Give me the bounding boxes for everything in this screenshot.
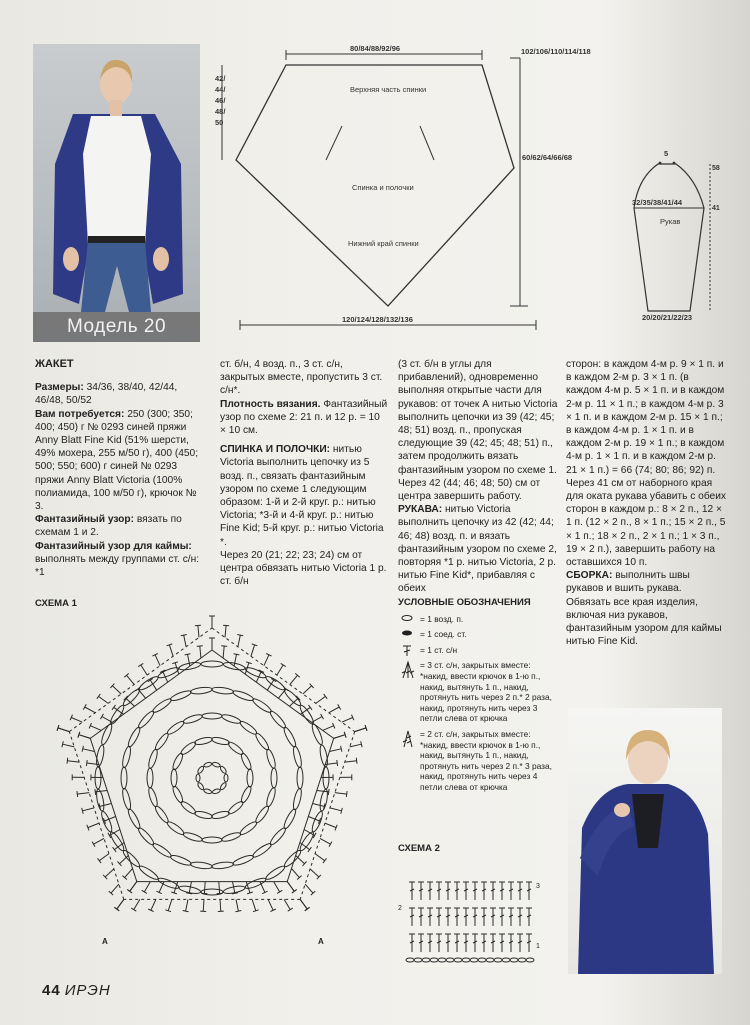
chart-stitch: [265, 748, 277, 769]
chart-stitch: [122, 688, 142, 708]
chart-stitch: [171, 785, 184, 804]
model-photo: [33, 44, 200, 342]
chart-stitch: [126, 726, 142, 748]
chart-stitch: [88, 823, 99, 828]
chart-stitch: [77, 793, 89, 795]
schema2-title: СХЕМА 2: [398, 843, 440, 854]
chart-stitch: [190, 686, 213, 695]
chart-stitch: [95, 789, 96, 795]
label-upper-back: Верхняя часть спинки: [350, 85, 427, 94]
needed-value: 250 (300; 350; 400; 450) г № 0293 синей пряжи Anny Blatt Fine Kid (51% шерсти, 49% мохера, 255 м/50 г), 400 (450; 500; 550; 600) г синей № 0293 пряжи Anny Blatt Victoria (100% полиамида, 100 м/50 г), крючок № 3.: [35, 408, 199, 513]
chart-stitch: [99, 696, 109, 703]
chart-stitch: [296, 856, 305, 864]
chart-stitch: [323, 767, 329, 789]
chart-stitch: [235, 911, 241, 912]
chart-stitch: [277, 890, 282, 893]
chart-stitch: [92, 842, 95, 847]
chart-stitch: [221, 646, 227, 647]
text-column-3: [398, 358, 558, 596]
legend-item: = 1 возд. п.: [398, 614, 558, 625]
chart-stitch: [223, 625, 229, 626]
row-num-2: 2: [398, 905, 402, 912]
text-column-4: [566, 358, 726, 648]
needed-label: Вам потребуется:: [35, 408, 125, 420]
chart-stitch: [329, 707, 340, 713]
legend-item: = 2 ст. с/н, закрытых вместе: *накид, ввести крючок в 1-ю п., накид, вытянуть 1 п., накид, протянуть нить через 2 п.* 3 раза, накид, протянуть нить через 4 петли слева от крючка: [398, 729, 558, 793]
chart-stitch: [147, 748, 159, 769]
chart-stitch: [292, 746, 303, 769]
chart-stitch: [203, 788, 212, 794]
edge-value: выполнять между группами ст. с/н: *1: [35, 553, 200, 579]
top-width-label: 80/84/88/92/96: [350, 44, 401, 53]
schema1-title: СХЕМА 1: [35, 598, 77, 609]
chart-stitch: [137, 709, 156, 729]
chart-stitch: [308, 847, 312, 852]
chart-stitch: [237, 635, 243, 636]
chart-stitch: [201, 661, 223, 667]
chart-stitch: [244, 876, 267, 890]
back-value: нитью Victoria выполнить цепочку из 5 возд. п., связать фантазийным узором по схеме 1 следующим образом: 1-й и 2-й круг. р.: нитью Victoria; *3-й и 4-й круг. р.: нитью Fine Kid; 5-й круг. р.: нитью Victoria *.: [220, 444, 384, 548]
chart-stitch: [462, 958, 470, 962]
chart-stitch: [219, 782, 227, 791]
chart-stitch: [166, 820, 186, 837]
chart-stitch: [234, 654, 240, 655]
chart-stitch: [268, 899, 273, 910]
chart-stitch: [236, 899, 238, 911]
chart-stitch: [100, 804, 112, 807]
chart-stitch: [117, 899, 124, 909]
chart-stitch: [99, 854, 109, 861]
chart-stitch: [211, 686, 234, 695]
chart-stitch: [342, 718, 353, 723]
sleeve-right-top: 58: [712, 165, 720, 172]
chart-stitch: [282, 808, 298, 830]
chart-stitch: [82, 746, 83, 752]
chart-stitch: [297, 767, 303, 789]
chart-stitch: [203, 899, 204, 911]
chart-stitch: [438, 958, 446, 962]
chart-stitch: [211, 736, 230, 746]
legend-item: = 3 ст. с/н, закрытых вместе: *накид, ввести крючок в 1-ю п., накид, вытянуть 1 п., накид, протянуть нить через 2 п.* 2 раза, накид, протянуть нить через 3 петли слева от крючка: [398, 660, 558, 724]
chart-stitch: [67, 758, 68, 764]
chart-stitch: [232, 689, 255, 702]
chart-stitch: [190, 861, 213, 870]
chart-stitch: [355, 728, 366, 732]
chart-stitch: [284, 899, 290, 909]
chart-stitch: [414, 958, 422, 962]
chart-stitch: [182, 713, 203, 725]
chart-stitch: [221, 831, 242, 843]
chart-stitch: [224, 774, 228, 782]
chart-stitch: [430, 958, 438, 962]
col2-p3: Через 20 (21; 22; 23; 24) см от центра обвязать нитью Victoria 1 р. ст. б/н: [220, 549, 387, 588]
chart-stitch: [125, 869, 133, 878]
chart-stitch: [138, 663, 143, 666]
chart-stitch: [212, 762, 221, 768]
legend: [398, 598, 558, 793]
chart-stitch: [185, 654, 191, 655]
density-value: Фантазийный узор по схеме 2: 21 п. и 12 р. = 10 × 10 см.: [220, 398, 388, 437]
chart-stitch: [219, 765, 227, 774]
chart-stitch: [274, 882, 280, 892]
chart-stitch: [350, 744, 362, 747]
chart-stitch: [251, 842, 273, 859]
right-width-label: 102/106/110/114/118: [521, 47, 591, 56]
chart-stitch: [361, 741, 362, 747]
chart-stitch: [470, 958, 478, 962]
chart-stitch: [142, 890, 147, 893]
chart-stitch: [127, 675, 135, 684]
chart-stitch: [197, 646, 203, 647]
chart-stitch: [502, 958, 510, 962]
chart-stitch: [62, 741, 63, 747]
model-photo-2: [568, 708, 722, 974]
chart-stitch: [510, 958, 518, 962]
fancy-label: Фантазийный узор:: [35, 514, 135, 526]
chart-stitch: [220, 899, 221, 911]
chart-stitch: [184, 635, 186, 647]
chart-stitch: [232, 854, 255, 867]
chart-stitch: [194, 810, 213, 820]
double-crochet-icon: [400, 645, 414, 657]
left-height-3: 46/: [215, 96, 226, 105]
chart-stitch: [83, 808, 95, 811]
left-height-5: 50: [215, 118, 224, 127]
mark-a-left: A: [102, 937, 108, 946]
text-column-2: [220, 358, 388, 588]
chart-stitch: [338, 704, 341, 709]
chart-stitch: [157, 876, 180, 890]
chart-stitch: [204, 882, 205, 894]
chart-stitch: [292, 869, 300, 878]
magazine-brand: ИРЭН: [64, 982, 111, 999]
chart-stitch: [166, 719, 186, 736]
chart-stitch: [223, 646, 224, 658]
chart-stitch: [127, 890, 132, 894]
sleeve-bottom-width: 20/20/21/22/23: [642, 313, 693, 322]
chart-stitch: [268, 709, 287, 729]
assembly-label: СБОРКА:: [566, 570, 613, 582]
chart-stitch: [265, 787, 277, 808]
chart-stitch: [239, 719, 259, 736]
chart-stitch: [225, 626, 226, 638]
row-num-3: 3: [536, 883, 540, 890]
chart-stitch: [101, 714, 104, 719]
chart-stitch: [305, 907, 310, 911]
chart-stitch: [281, 663, 286, 666]
chart-stitch: [422, 958, 430, 962]
chart-stitch: [309, 705, 313, 710]
chart-stitch: [211, 861, 234, 870]
sleeve-right-mid: 41: [712, 205, 720, 212]
chart-stitch: [310, 810, 324, 833]
chart-stitch: [105, 817, 116, 822]
chart-stitch: [121, 746, 132, 769]
chart-stitch: [182, 831, 203, 843]
label-back-fronts: Спинка и полочки: [352, 183, 414, 192]
chart-stitch: [234, 654, 236, 666]
left-height-4: 48/: [215, 107, 226, 116]
chart-stitch: [137, 826, 156, 846]
chart-stitch: [151, 842, 173, 859]
chart-stitch: [94, 838, 105, 844]
chart-stitch: [324, 694, 328, 699]
density-label: Плотность вязания.: [220, 398, 321, 410]
chart-stitch: [144, 882, 150, 892]
chart-stitch: [130, 882, 137, 892]
chart-stitch: [147, 787, 159, 808]
chart-stitch: [100, 810, 114, 833]
chart-stitch: [169, 645, 173, 657]
chart-stitch: [181, 635, 187, 636]
chart-stitch: [90, 726, 101, 731]
chart-stitch: [446, 958, 454, 962]
chart-stitch: [238, 635, 240, 647]
chart-stitch: [168, 899, 172, 910]
chart-stitch: [271, 768, 277, 788]
chart-stitch: [310, 869, 319, 877]
chart-stitch: [151, 899, 156, 910]
chart-stitch: [288, 908, 293, 911]
chart-stitch: [345, 761, 357, 762]
chart-stitch: [254, 805, 271, 825]
sleeve-top: 5: [664, 149, 669, 158]
chart-stitch: [126, 808, 142, 830]
chart-stitch: [268, 826, 287, 846]
chart-stitch: [197, 765, 205, 774]
chart-stitch: [121, 767, 127, 789]
chart-stitch: [334, 735, 345, 739]
chart-stitch: [337, 760, 338, 766]
chart-stitch: [138, 864, 160, 881]
chart-stitch: [247, 769, 253, 787]
chart-stitch: [341, 746, 342, 752]
chart-stitch: [478, 958, 486, 962]
chart-stitch: [283, 688, 303, 708]
chart-stitch: [277, 665, 283, 675]
chart-stitch: [186, 899, 188, 911]
col3-p1: (3 ст. б/н в углы для прибавлений), одновременно выполняя открытые части для рукавов: от точек А нитью Victoria выполнить цепочки из 39 (42; 45; 48; 51) возд. п., пропуская следующие 39 (42; 45; 48; 51) п., затем продолжить вязать фантазийным узором по схеме 1.: [398, 359, 558, 476]
chart-stitch: [153, 732, 170, 752]
chart-stitch: [252, 899, 256, 910]
chart-stitch: [211, 810, 230, 820]
page-number: 44: [42, 982, 61, 999]
chart-stitch: [97, 694, 101, 699]
bottom-width-label: 120/124/128/132/136: [342, 315, 413, 324]
slip-stitch-icon: [400, 629, 414, 637]
chart-stitch: [486, 958, 494, 962]
label-lower-back: Нижний край спинки: [348, 239, 419, 248]
chart-stitch: [251, 697, 273, 714]
model-label: Модель 20: [33, 312, 200, 342]
chart-stitch: [183, 911, 189, 912]
chart-stitch: [85, 707, 96, 713]
legend-title: УСЛОВНЫЕ ОБОЗНАЧЕНИЯ: [398, 597, 531, 608]
chart-stitch: [151, 697, 173, 714]
chart-stitch: [58, 728, 69, 732]
chart-stitch: [86, 760, 87, 766]
left-height-1: 42/: [215, 74, 226, 83]
sleeve-upper-width: 32/35/38/41/44: [632, 198, 683, 207]
chart-stitch: [329, 842, 332, 847]
chart-stitch: [292, 890, 297, 894]
chart-stitch: [219, 882, 220, 894]
chart-stitch: [98, 858, 102, 863]
chart-stitch: [321, 714, 324, 719]
text-column-1: [35, 358, 203, 579]
chart-stitch: [221, 713, 242, 725]
col4-p1: сторон: в каждом 4-м р. 9 × 1 п. и в каждом 2-м р. 3 × 1 п. (в каждом 4-м р. 5 × 1 п. и в каждом 2-м р. 11 × 1 п.; в каждом 4-м р. 3 × 1 п. и в каждом 2-м р. 15 × 1 п.; в каждом 4-м р. 1 × 1 п. и в каждом 2-м р. 19 × 1 п.; в каждом 4-м р. 1 × 1 п. и в каждом 2-м р. 21 × 1 п.) = 66 (74; 80; 86; 92) п.: [566, 359, 725, 476]
chart-stitch: [313, 804, 325, 807]
chart-stitch: [308, 817, 319, 822]
mark-a-right: A: [318, 937, 324, 946]
chart-stitch: [111, 884, 119, 893]
chart-stitch: [79, 735, 90, 739]
chart-stitch: [83, 704, 86, 709]
chart-stitch: [212, 788, 221, 794]
chart-stitch: [198, 626, 199, 638]
left-height-2: 44/: [215, 85, 226, 94]
chart-stitch: [406, 958, 414, 962]
fancy-value: вязать по схемам 1 и 2.: [35, 514, 182, 539]
chart-stitch: [105, 869, 114, 877]
crochet-chart-2: [394, 856, 554, 976]
article-title: ЖАКЕТ: [35, 358, 74, 370]
chart-stitch: [196, 774, 200, 782]
chart-stitch: [202, 837, 222, 843]
chart-stitch: [112, 686, 121, 694]
chart-stitch: [202, 713, 222, 719]
chart-stitch: [169, 854, 192, 867]
chart-stitch: [77, 791, 78, 797]
chart-stitch: [323, 726, 334, 731]
assembly-value: выполнить швы рукавов и вшить рукава. Обвязать все края изделия, включая низ рукавов, фантазийным узором для каймы нитью Fine Kid.: [566, 570, 722, 648]
chart-stitch: [194, 736, 213, 746]
row-num-1: 1: [536, 943, 540, 950]
chart-stitch: [169, 689, 192, 702]
chart-stitch: [292, 788, 303, 811]
chart-stitch: [200, 646, 201, 658]
sleeves-label: РУКАВА:: [398, 504, 443, 516]
legend-item: = 1 соед. ст.: [398, 629, 558, 640]
chart-stitch: [141, 665, 147, 675]
chart-stitch: [63, 744, 75, 747]
chart-stitch: [134, 899, 140, 909]
col3-p2: Через 42 (44; 46; 48; 50) см от центра завершить работу.: [398, 477, 541, 503]
chart-stitch: [264, 655, 269, 666]
chart-stitch: [203, 762, 212, 768]
pattern-schematic: [210, 40, 610, 330]
chart-stitch: [121, 788, 132, 811]
chart-stitch: [287, 882, 294, 892]
chart-stitch: [67, 761, 79, 762]
chain-stitch-icon: [400, 614, 414, 622]
chart-stitch: [526, 958, 534, 962]
chart-stitch: [346, 791, 347, 797]
sleeve-schematic: [616, 148, 728, 323]
three-dc-cluster-icon: [400, 660, 416, 680]
chart-stitch: [131, 908, 136, 911]
chart-stitch: [320, 838, 331, 844]
chart-stitch: [264, 864, 286, 881]
chart-stitch: [325, 823, 336, 828]
chart-stitch: [195, 625, 201, 626]
back-label: СПИНКА И ПОЛОЧКИ:: [220, 444, 331, 456]
chart-stitch: [330, 749, 342, 752]
chart-stitch: [303, 686, 312, 694]
crochet-chart-1: [30, 608, 395, 948]
chart-stitch: [251, 645, 255, 657]
chart-stitch: [254, 732, 271, 752]
chart-stitch: [330, 808, 342, 811]
edge-label: Фантазийный узор для каймы:: [35, 540, 192, 552]
sleeve-label: Рукав: [660, 217, 681, 226]
chart-stitch: [454, 958, 462, 962]
chart-stitch: [71, 718, 82, 723]
legend-item: = 1 ст. с/н: [398, 645, 558, 656]
chart-stitch: [290, 675, 298, 684]
chart-stitch: [335, 793, 347, 795]
sizes-label: Размеры:: [35, 382, 84, 394]
chart-stitch: [171, 769, 177, 787]
col2-p1: ст. б/н, 4 возд. п., 3 ст. с/н, закрытых вместе, пропустить 3 ст. с/н*.: [220, 359, 383, 397]
sizes-value: 34/36, 38/40, 42/44, 46/48, 50/52: [35, 382, 178, 407]
col4-p2: Через 41 см от наборного края для оката рукава убавить с обеих сторон в каждом р.: 8 × 2 п., 12 × 1 п. (12 × 2 п., 8 × 1 п.; 15 × 2 п., 5 × 1 п.; 18 × 2 п., 2 × 1 п.; 1 × 3 п., 19 × 2 п.), завершить работу на оставшихся 10 п.: [566, 477, 727, 569]
chart-stitch: [316, 696, 326, 703]
chart-stitch: [153, 805, 170, 825]
chart-stitch: [356, 758, 357, 764]
chart-stitch: [300, 899, 307, 909]
chart-stitch: [305, 884, 313, 893]
chart-stitch: [518, 958, 526, 962]
chart-stitch: [328, 789, 329, 795]
chart-stitch: [83, 749, 95, 752]
chart-stitch: [494, 958, 502, 962]
two-dc-cluster-icon: [400, 729, 416, 749]
chart-stitch: [147, 768, 153, 788]
chart-stitch: [315, 854, 325, 861]
chart-stitch: [240, 752, 253, 771]
chart-stitch: [188, 654, 190, 666]
chart-stitch: [120, 856, 129, 864]
chart-stitch: [323, 858, 327, 863]
chart-stitch: [95, 767, 101, 789]
sleeves-value: нитью Victoria выполнить цепочку из 42 (42; 44; 46; 48) возд. п. и вязать фантазийным узором по схеме 2, повторяя *1 р. нитью Victoria, 2 р. нитью Fine Kid*, прибавляя с обеих: [398, 504, 557, 595]
chart-stitch: [282, 726, 298, 748]
chart-stitch: [112, 705, 116, 710]
chart-stitch: [197, 782, 205, 791]
right-height-label: 60/62/64/66/68: [522, 153, 573, 162]
chart-stitch: [114, 907, 119, 911]
page-footer: [42, 982, 111, 999]
chart-stitch: [155, 655, 160, 666]
chart-stitch: [113, 847, 117, 852]
chart-stitch: [239, 820, 259, 837]
